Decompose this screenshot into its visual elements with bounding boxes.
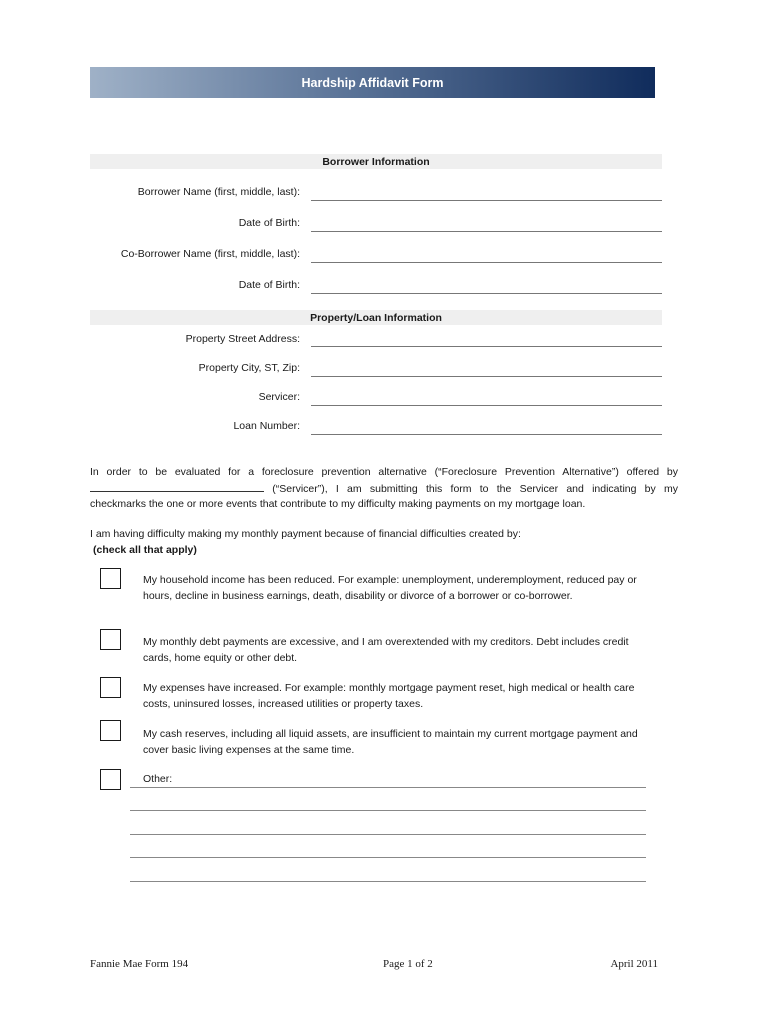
borrower-section-title: Borrower Information	[322, 155, 430, 168]
intro-paragraph	[90, 465, 678, 513]
co-borrower-name-label: Co-Borrower Name (first, middle, last):	[120, 248, 300, 260]
income-reduced-checkbox[interactable]	[100, 568, 121, 589]
co-borrower-name-field[interactable]	[311, 262, 662, 263]
footer-date: April 2011	[610, 958, 658, 970]
other-line-1[interactable]	[130, 787, 646, 788]
co-borrower-dob-label: Date of Birth:	[238, 279, 300, 291]
other-line-5[interactable]	[130, 881, 646, 882]
debt-excessive-checkbox[interactable]	[100, 629, 121, 650]
intro-line-2-text: (“Servicer”), I am submitting this form to the Servicer and indicating by my	[272, 482, 679, 495]
debt-excessive-text: My monthly debt payments are excessive, and I am overextended with my creditors. Debt includes credit cards, home equity or other debt.	[143, 636, 629, 664]
other-line-3[interactable]	[130, 834, 646, 835]
form-title-banner	[90, 67, 655, 98]
property-city-field[interactable]	[311, 376, 662, 377]
footer-page-number: Page 1 of 2	[383, 958, 433, 970]
cash-reserves-checkbox[interactable]	[100, 720, 121, 741]
expenses-increased-text: My expenses have increased. For example: monthly mortgage payment reset, high medical or health care costs, uninsured losses, increased utilities or property taxes.	[143, 682, 635, 710]
property-address-field[interactable]	[311, 346, 662, 347]
footer-form-name: Fannie Mae Form 194	[90, 958, 189, 970]
check-all-instruction: (check all that apply)	[93, 543, 197, 556]
borrower-name-label: Borrower Name (first, middle, last):	[137, 186, 300, 198]
other-line-2[interactable]	[130, 810, 646, 811]
intro-line-3: checkmarks the one or more events that contribute to my difficulty making payments on my mortgage loan.	[90, 498, 586, 510]
intro-line-2	[90, 481, 678, 498]
servicer-name-blank[interactable]	[90, 481, 264, 492]
form-title: Hardship Affidavit Form	[301, 75, 444, 90]
co-borrower-dob-field[interactable]	[311, 293, 662, 294]
income-reduced-text: My household income has been reduced. For example: unemployment, underemployment, reduced pay or hours, decline in business earnings, death, disability or divorce of a borrower or co-borrower.	[143, 574, 637, 602]
loan-number-field[interactable]	[311, 434, 662, 435]
property-section-title: Property/Loan Information	[310, 311, 442, 324]
cash-reserves-text: My cash reserves, including all liquid assets, are insufficient to maintain my current mortgage payment and cover basic living expenses at the same time.	[143, 728, 638, 756]
expenses-increased-checkbox[interactable]	[100, 677, 121, 698]
loan-number-label: Loan Number:	[233, 420, 300, 432]
hardship-question	[90, 527, 521, 558]
other-line-4[interactable]	[130, 857, 646, 858]
servicer-field[interactable]	[311, 405, 662, 406]
intro-line-1: In order to be evaluated for a foreclosure prevention alternative (“Foreclosure Prevention Alternative”) offered by	[90, 466, 678, 478]
borrower-dob-label: Date of Birth:	[238, 217, 300, 229]
servicer-label: Servicer:	[258, 391, 300, 403]
hardship-question-text: I am having difficulty making my monthly payment because of financial difficulties created by:	[90, 528, 521, 540]
borrower-dob-field[interactable]	[311, 231, 662, 232]
other-label: Other:	[143, 773, 173, 785]
borrower-name-field[interactable]	[311, 200, 662, 201]
other-checkbox[interactable]	[100, 769, 121, 790]
property-section-header	[90, 310, 662, 325]
property-city-label: Property City, ST, Zip:	[198, 362, 300, 374]
property-address-label: Property Street Address:	[185, 333, 300, 345]
borrower-section-header	[90, 154, 662, 169]
